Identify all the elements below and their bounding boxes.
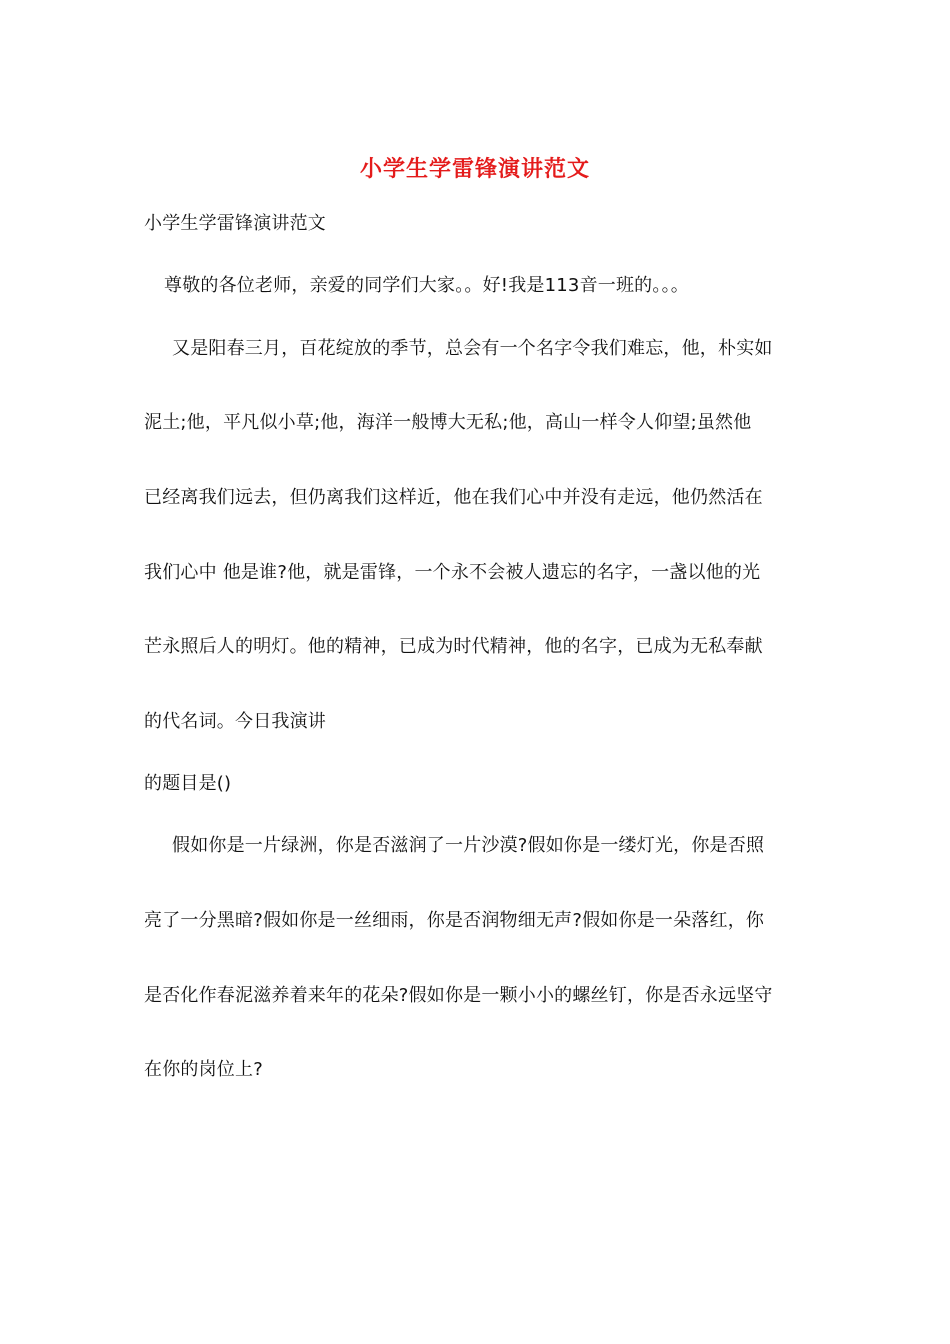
paragraph-line: 泥土;他，平凡似小草;他，海洋一般博大无私;他，高山一样令人仰望;虽然他 [144,412,752,433]
document-title: 小学生学雷锋演讲范文 [359,156,590,182]
paragraph-line: 亮了一分黑暗?假如你是一丝细雨，你是否润物细无声?假如你是一朵落红，你 [144,910,765,931]
greeting-line: 尊敬的各位老师，亲爱的同学们大家。。好!我是113音一班的。。。 [164,275,689,296]
paragraph-line: 芒永照后人的明灯。他的精神，已成为时代精神，他的名字，已成为无私奉献 [144,636,763,657]
paragraph-line: 已经离我们远去，但仍离我们这样近，他在我们心中并没有走远，他仍然活在 [144,487,763,508]
paragraph-line: 假如你是一片绿洲，你是否滋润了一片沙漠?假如你是一缕灯光，你是否照 [172,835,765,856]
subtitle-line: 小学生学雷锋演讲范文 [144,213,326,234]
paragraph-line: 的题目是() [144,773,232,794]
paragraph-line: 又是阳春三月，百花绽放的季节，总会有一个名字令我们难忘，他，朴实如 [172,338,773,359]
paragraph-line: 在你的岗位上? [144,1059,263,1080]
paragraph-line: 是否化作春泥滋养着来年的花朵?假如你是一颗小小的螺丝钉，你是否永远坚守 [144,985,773,1006]
paragraph-line: 的代名词。今日我演讲 [144,711,326,732]
paragraph-line: 我们心中 他是谁?他，就是雷锋，一个永不会被人遗忘的名字，一盏以他的光 [144,562,761,583]
